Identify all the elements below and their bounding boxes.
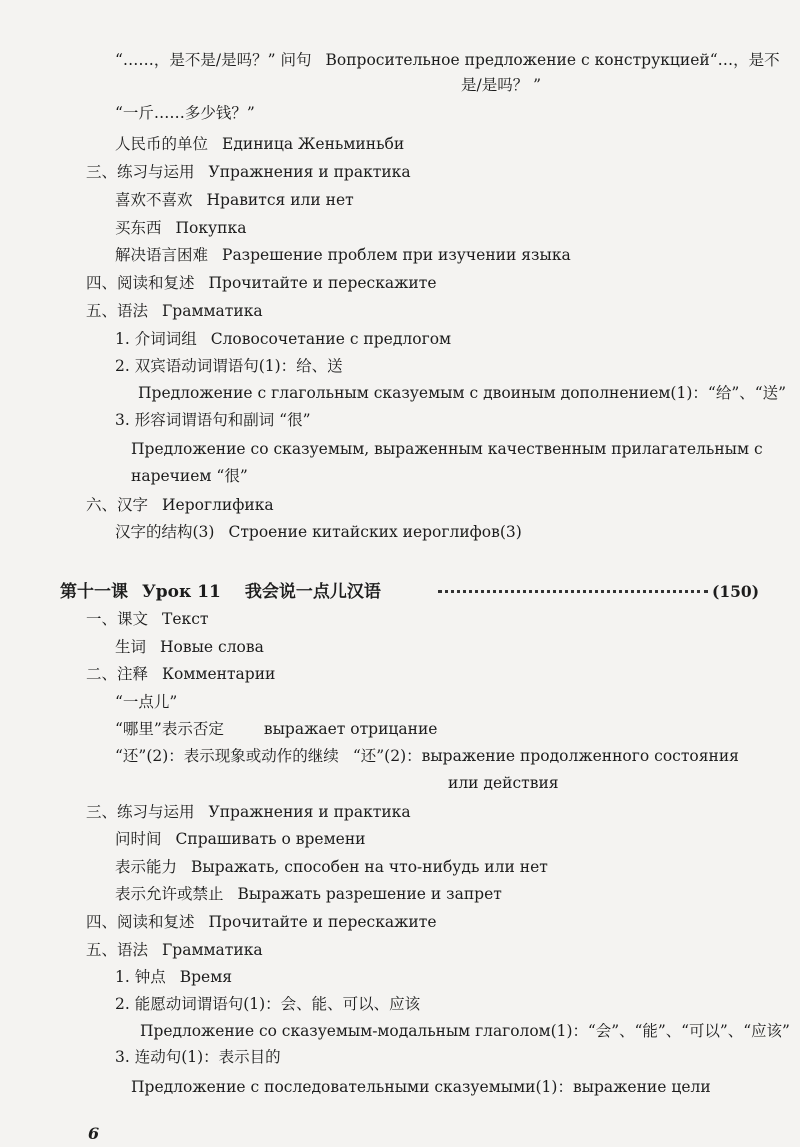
- toc-ru: Время: [179, 968, 233, 986]
- toc-ru: Прочитайте и перескажите: [208, 274, 437, 292]
- toc-ru: Предложение с последовательными сказуемыми(1)：выражение цели: [131, 1078, 711, 1096]
- toc-ru: 是/是吗？ ”: [461, 76, 542, 94]
- toc-zh: 六、汉字: [86, 496, 149, 514]
- toc-line: [131, 1077, 711, 1097]
- toc-ru: Словосочетание с предлогом: [210, 330, 452, 348]
- toc-ru: Новые слова: [160, 638, 264, 656]
- toc-ru: Предложение со сказуемым-модальным глаголом(1)：“会”、“能”、“可以”、“应该”: [140, 1022, 790, 1040]
- toc-line: [86, 802, 411, 822]
- toc-zh: “一点儿”: [115, 693, 178, 711]
- toc-ru: Грамматика: [162, 302, 263, 320]
- toc-zh: 1. 钟点: [115, 968, 166, 986]
- toc-ru: Покупка: [175, 219, 247, 237]
- toc-zh: 2. 能愿动词谓语句(1)：会、能、可以、应该: [115, 995, 421, 1013]
- toc-line: [115, 329, 451, 349]
- toc-line: [138, 383, 786, 403]
- lesson-title: 我会说一点儿汉语: [244, 582, 381, 602]
- toc-ru: Прочитайте и перескажите: [208, 913, 437, 931]
- toc-line: [115, 190, 354, 210]
- toc-zh: 二、注释: [86, 665, 149, 683]
- toc-zh: 人民币的单位: [115, 135, 209, 153]
- toc-zh: 表示能力: [115, 858, 178, 876]
- leader-dots: [438, 590, 708, 593]
- page-number: 6: [88, 1124, 100, 1143]
- toc-line: [115, 410, 311, 430]
- toc-line: [86, 664, 275, 684]
- toc-line: [448, 773, 559, 793]
- toc-line: [131, 439, 763, 459]
- toc-ru: Строение китайских иероглифов(3): [228, 523, 522, 541]
- toc-line: [86, 495, 274, 515]
- toc-zh: 表示允许或禁止: [115, 885, 224, 903]
- toc-zh: 2. 双宾语动词谓语句(1)：给、送: [115, 357, 343, 375]
- toc-zh: 3. 形容词谓语句和副词 “很”: [115, 411, 311, 429]
- toc-line: [115, 829, 366, 849]
- toc-zh: 四、阅读和复述: [86, 913, 195, 931]
- toc-line: [115, 884, 502, 904]
- toc-line: [115, 522, 522, 542]
- toc-ru: Выражать разрешение и запрет: [237, 885, 502, 903]
- toc-line: [115, 994, 420, 1014]
- toc-ru: Упражнения и практика: [208, 163, 411, 181]
- toc-line: [86, 301, 263, 321]
- toc-ru: Иероглифика: [162, 496, 274, 514]
- toc-line: [86, 912, 437, 932]
- toc-line: [115, 719, 437, 739]
- toc-zh: “一斤……多少钱？”: [115, 104, 255, 122]
- toc-zh: 一、课文: [86, 610, 149, 628]
- lesson-number-zh: 第十一课: [60, 582, 128, 602]
- toc-ru: Нравится или нет: [206, 191, 354, 209]
- toc-ru: Упражнения и практика: [208, 803, 411, 821]
- toc-line: [461, 75, 541, 95]
- toc-ru: Предложение со сказуемым, выраженным качественным прилагательным с: [131, 440, 763, 458]
- toc-line: [140, 1021, 790, 1041]
- toc-ru: Текст: [162, 610, 209, 628]
- toc-ru: Предложение с глагольным сказуемым с двоиным дополнением(1)：“给”、“送”: [138, 384, 787, 402]
- toc-line: [115, 967, 232, 987]
- toc-zh: “还”(2)：表示现象或动作的继续: [115, 747, 339, 765]
- toc-ru: Комментарии: [162, 665, 276, 683]
- toc-line: [86, 609, 208, 629]
- toc-zh: 生词: [115, 638, 147, 656]
- toc-ru: “还”(2)：выражение продолженного состояния: [352, 747, 739, 765]
- toc-zh: 买东西: [115, 219, 162, 237]
- toc-line: [115, 103, 255, 123]
- toc-line: [86, 940, 263, 960]
- toc-zh: “……，是不是/是吗？” 问句: [115, 51, 312, 69]
- toc-ru: или действия: [448, 774, 559, 792]
- toc-line: [115, 637, 264, 657]
- toc-line: [115, 746, 739, 766]
- toc-zh: 五、语法: [86, 941, 149, 959]
- toc-line: [115, 692, 177, 712]
- toc-ru: выражает отрицание: [263, 720, 438, 738]
- toc-line: [131, 466, 248, 486]
- toc-zh: 3. 连动句(1)：表示目的: [115, 1048, 281, 1066]
- toc-line: [115, 218, 246, 238]
- toc-ru: наречием “很”: [131, 467, 248, 485]
- toc-zh: 四、阅读和复述: [86, 274, 195, 292]
- toc-ru: Грамматика: [162, 941, 263, 959]
- toc-zh: 1. 介词词组: [115, 330, 197, 348]
- toc-zh: 解决语言困难: [115, 246, 209, 264]
- toc-ru: Спрашивать о времени: [175, 830, 366, 848]
- toc-zh: 五、语法: [86, 302, 149, 320]
- lesson-number-ru: Урок 11: [142, 582, 221, 602]
- toc-line: [115, 356, 343, 376]
- toc-zh: 问时间: [115, 830, 162, 848]
- toc-line: [86, 273, 437, 293]
- toc-line: [115, 857, 548, 877]
- toc-zh: 三、练习与运用: [86, 803, 195, 821]
- toc-ru: Выражать, способен на что-нибудь или нет: [191, 858, 548, 876]
- toc-zh: 汉字的结构(3): [115, 523, 215, 541]
- toc-line: [86, 162, 411, 182]
- toc-ru: Разрешение проблем при изучении языка: [222, 246, 571, 264]
- toc-ru: Вопросительное предложение с конструкцией“…，是不: [325, 51, 780, 69]
- toc-line: [115, 134, 404, 154]
- toc-line: [115, 1047, 281, 1067]
- lesson-page-number: (150): [712, 582, 760, 601]
- toc-zh: 三、练习与运用: [86, 163, 195, 181]
- toc-zh: “哪里”表示否定: [115, 720, 224, 738]
- toc-ru: Единица Женьминьби: [222, 135, 405, 153]
- toc-zh: 喜欢不喜欢: [115, 191, 193, 209]
- toc-line: [115, 245, 571, 265]
- toc-line: [115, 50, 780, 70]
